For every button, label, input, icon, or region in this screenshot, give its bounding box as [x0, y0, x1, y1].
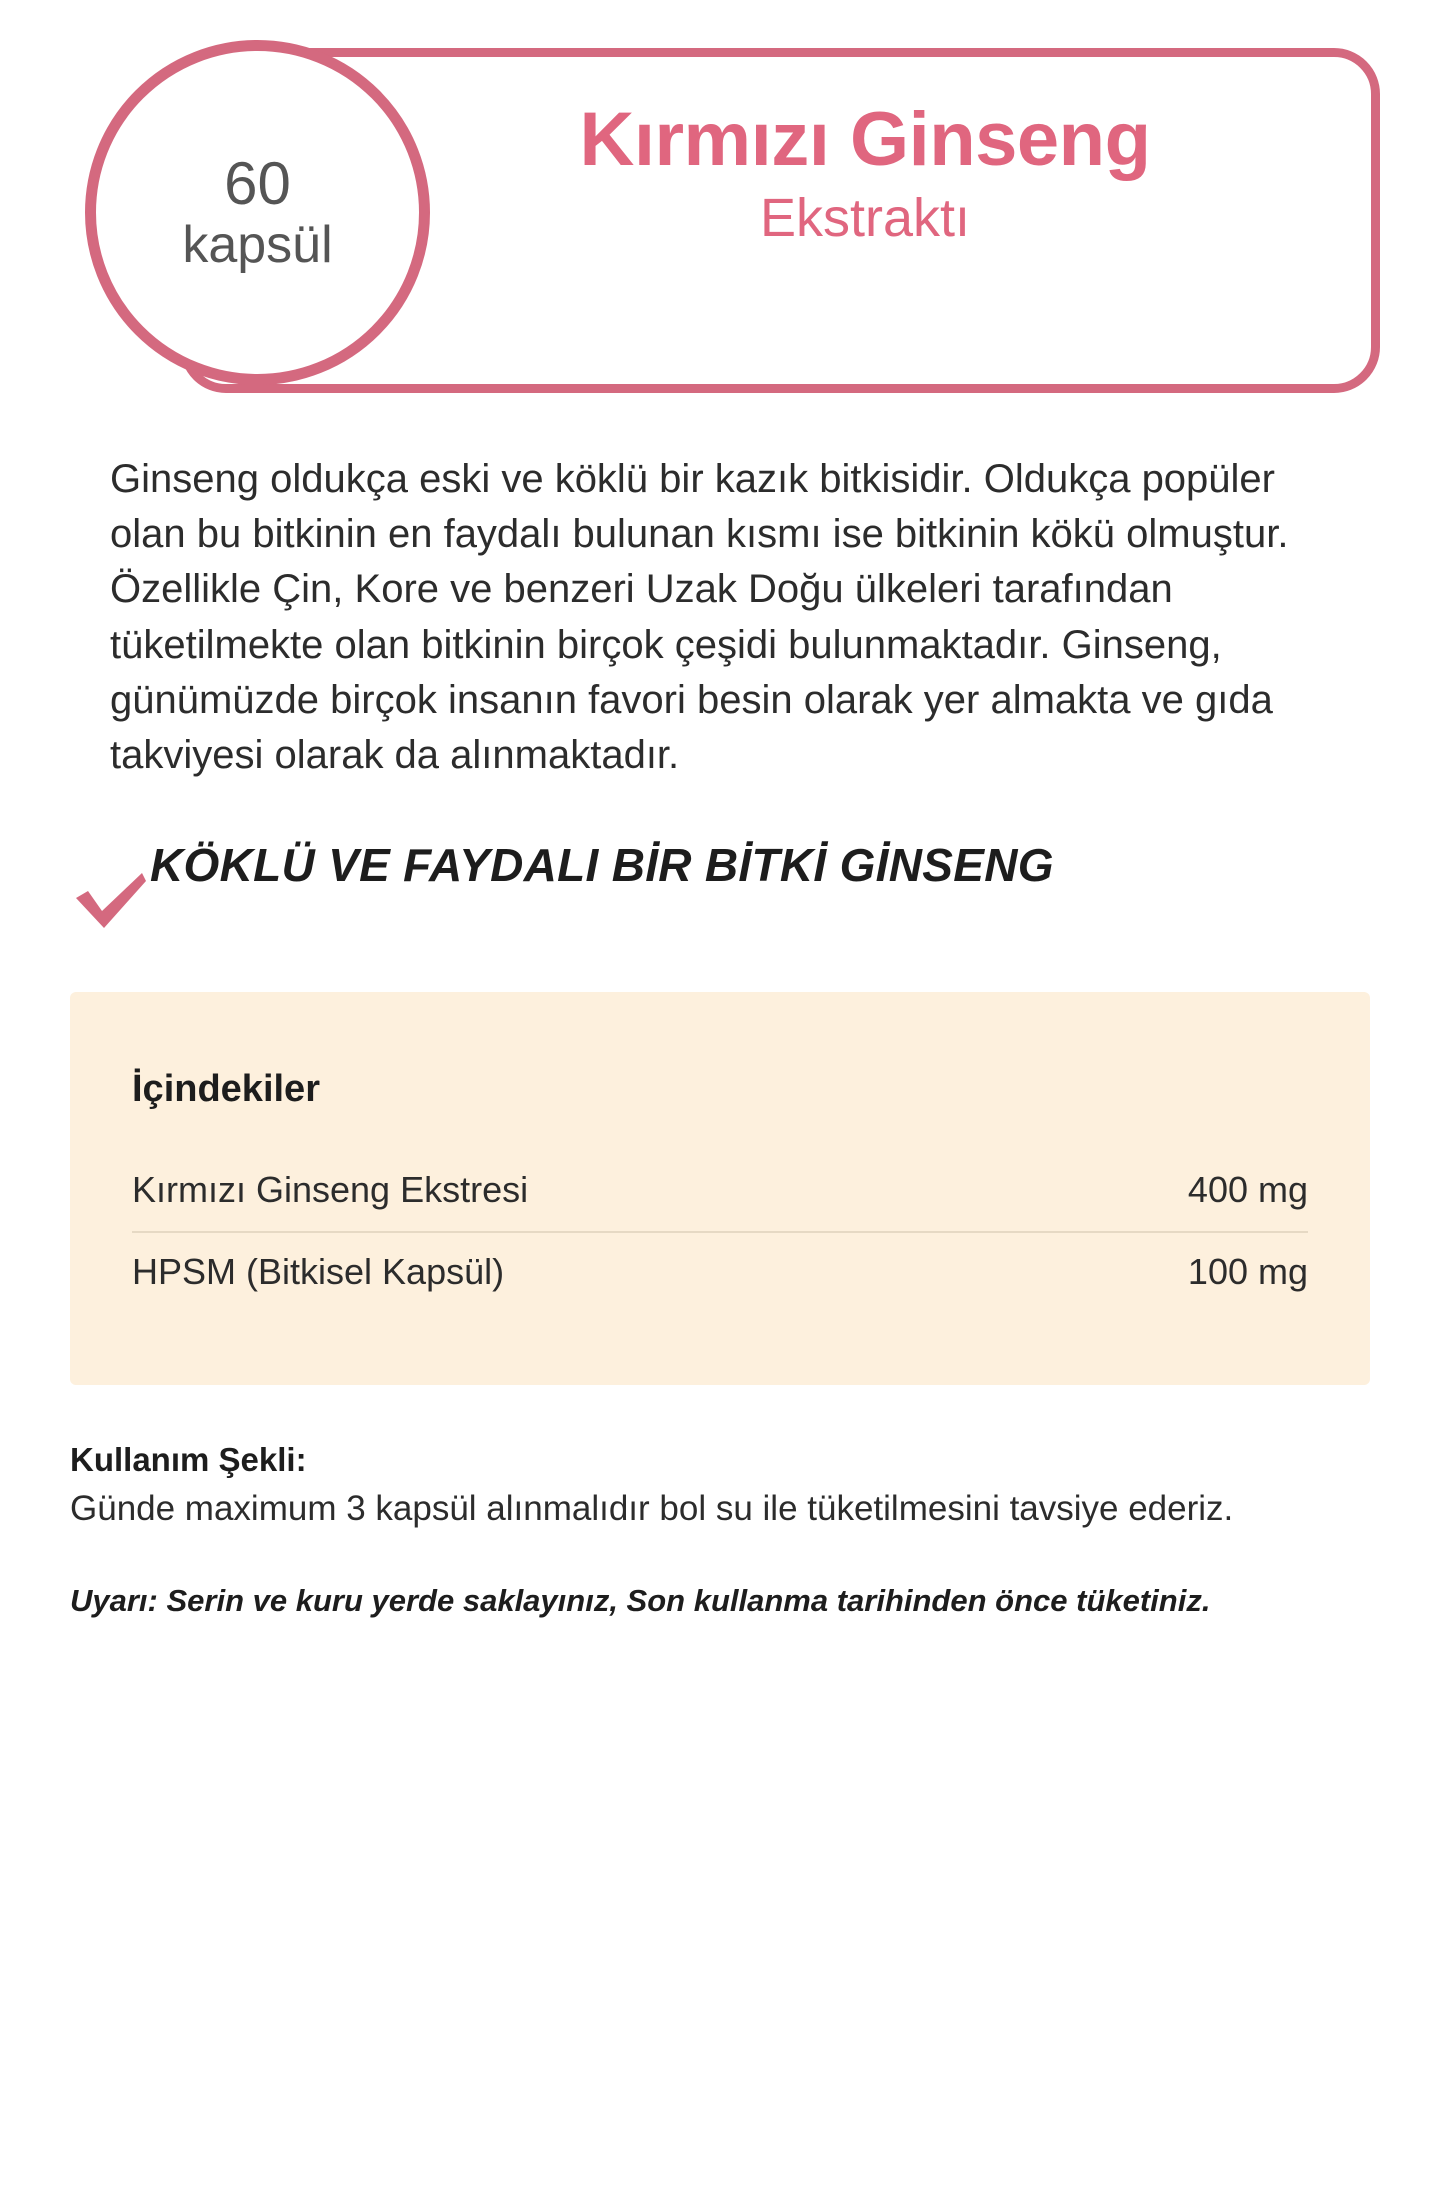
header-banner [60, 40, 1380, 410]
highlight-text: KÖKLÜ VE FAYDALI BİR BİTKİ GİNSENG [150, 839, 1054, 892]
warning-text: Uyarı: Serin ve kuru yerde saklayınız, Son kullanma tarihinden önce tüketiniz. [70, 1583, 1211, 1619]
usage-text: Günde maximum 3 kapsül alınmalıdır bol su ile tüketilmesini tavsiye ederiz. [70, 1489, 1234, 1529]
banner-title-group [390, 97, 1340, 248]
ingredient-name: HPSM (Bitkisel Kapsül) [132, 1251, 505, 1293]
product-info-page [0, 40, 1440, 2200]
check-icon [72, 837, 150, 936]
ingredient-row [132, 1231, 1308, 1313]
ingredient-amount: 400 mg [1187, 1169, 1308, 1211]
capsule-count-badge [85, 40, 430, 385]
ingredient-amount: 100 mg [1187, 1251, 1308, 1293]
usage-label: Kullanım Şekli: [70, 1441, 307, 1479]
ingredients-panel [70, 992, 1370, 1385]
product-title: Kırmızı Ginseng [579, 97, 1151, 182]
highlight-block [72, 837, 1360, 936]
product-subtitle: Ekstraktı [759, 187, 971, 248]
usage-block [70, 1441, 1370, 1532]
ingredient-row [132, 1151, 1308, 1231]
capsule-count-value: 60 [224, 149, 291, 217]
capsule-count-unit: kapsül [182, 215, 333, 274]
ingredients-title: İçindekiler [132, 1068, 320, 1111]
product-description: Ginseng oldukça eski ve köklü bir kazık bitkisidir. Oldukça popüler olan bu bitkinin en faydalı bulunan kısmı ise bitkinin kökü olmuştur. Özellikle Çin, Kore ve benzeri Uzak Doğu ülkeleri tarafından tüketilmekte olan bitkinin birçok çeşidi bulunmaktadır. Ginseng, günümüzde birçok insanın favori besin olarak yer almakta ve gıda takviyesi olarak da alınmaktadır. [110, 457, 1289, 777]
ingredient-name: Kırmızı Ginseng Ekstresi [132, 1169, 529, 1211]
